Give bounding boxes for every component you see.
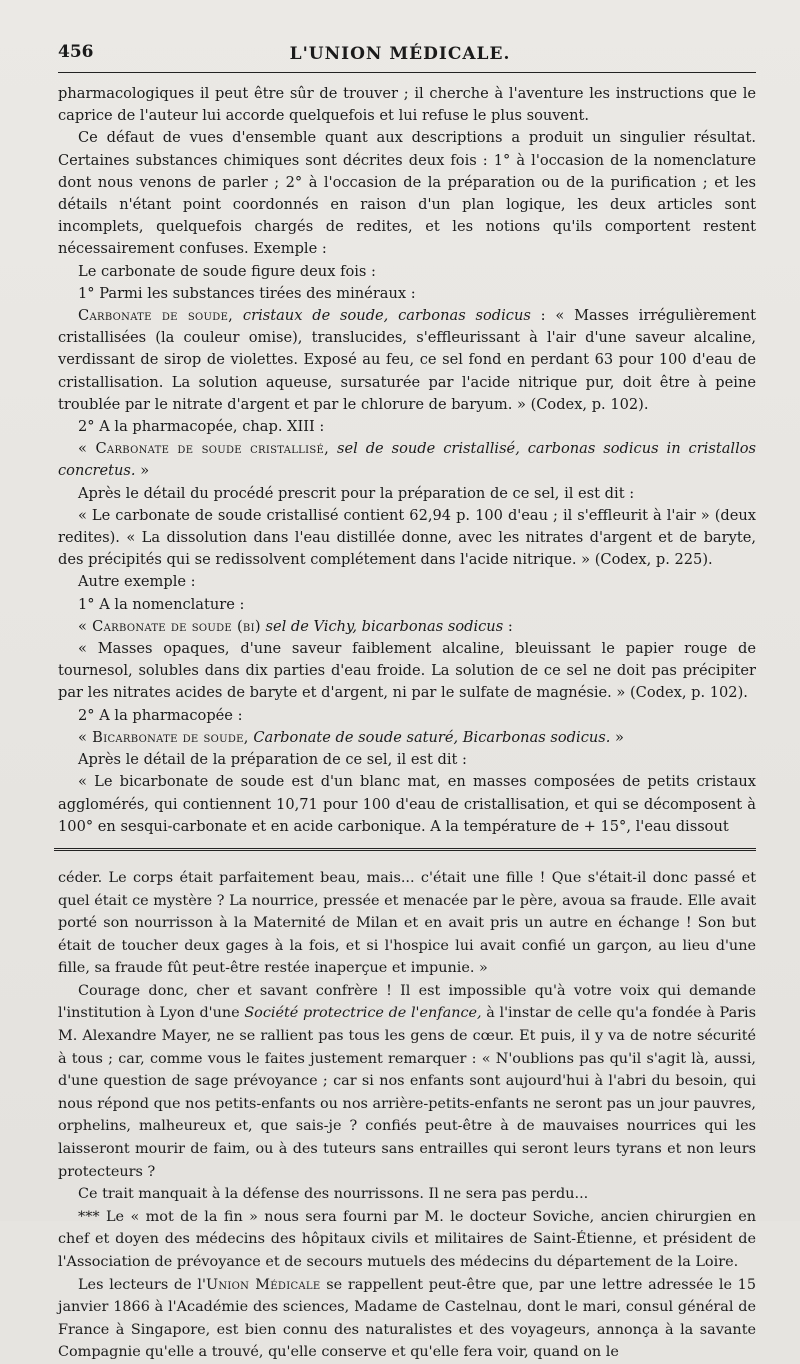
journal-title: L'UNION MÉDICALE.	[289, 44, 511, 64]
paragraph: 1° Parmi les substances tirées des minéraux :	[78, 284, 416, 302]
paragraph: *** Le « mot de la fin » nous sera fourni par M. le docteur Soviche, ancien chirurgien en chef et doyen des médecins des hôpitaux civils et militaires de Saint-Étienne, et président de l'Association de prévoyance et de secours mutuels des médecins du département de la Loire.	[58, 1208, 756, 1270]
term-body: : « Masses irrégulièrement cristallisées (la couleur omise), translucides, s'effleurissant à l'air d'une saveur alcaline, verdissant de sirop de violettes. Exposé au feu, ce sel fond en perdant 63 pour 100 d'eau de cristallisation. La solution aqueuse, sursaturée par l'acide nitrique pur, doit être à peine troublée par le nitrate d'argent et par le chlorure de baryum. » (Codex, p. 102).	[58, 307, 756, 413]
term-body: »	[615, 728, 624, 746]
term-latin: cristaux de soude, carbonas sodicus	[242, 307, 531, 325]
term-latin: sel de Vichy, bicarbonas sodicus	[265, 617, 504, 635]
paragraph: Ce défaut de vues d'ensemble quant aux descriptions a produit un singulier résultat. Certaines substances chimiques sont décrites deux fois : 1° à l'occasion de la nomenclature dont nous venons de parler ; 2° à l'occasion de la préparation ou de la purification ; et les détails n'étant point coordonnés en raison d'un plan logique, les deux articles sont incomplets, quelquefois chargés de redites, et les notions qu'ils comportent restent nécessairement confuses. Exemple :	[58, 129, 756, 258]
paragraph: « Masses opaques, d'une saveur faiblement alcaline, bleuissant le papier rouge de tournesol, solubles dans dix parties d'eau froide. La solution de ce sel ne doit pas précipiter par les nitrates acides de baryte et d'argent, ni par le sulfate de magnésie. » (Codex, p. 102).	[58, 640, 756, 702]
term-body: :	[507, 617, 513, 635]
paragraph	[58, 438, 756, 482]
society-name: Société protectrice de l'enfance,	[244, 1005, 482, 1022]
feuilleton	[58, 867, 756, 1364]
feuilleton-separator	[54, 848, 756, 853]
paragraph: « Le carbonate de soude cristallisé contient 62,94 p. 100 d'eau ; il s'effleurit à l'air » (deux redites). « La dissolution dans l'eau distillée donne, avec les nitrates d'argent et de baryte, des précipités qui se redissolvent complétement dans l'acide nitrique. » (Codex, p. 225).	[58, 506, 756, 569]
paragraph: Autre exemple :	[78, 573, 196, 591]
paragraph: céder. Le corps était parfaitement beau, mais... c'était une fille ! Que s'était-il donc passé et quel était ce mystère ? La nourrice, pressée et menacée par le père, avoua sa fraude. Elle avait porté son nourrisson à la Maternité de Milan et en avait pris un autre en échange ! Son but était de toucher deux gages à la fois, et si l'hospice lui avait confié un garçon, au lieu d'une fille, sa fraude fût peut-être restée inaperçue et impunie. »	[58, 869, 756, 977]
paragraph	[58, 727, 756, 749]
paragraph: Courage donc, cher et savant confrère ! Il est impossible qu'à votre voix qui demande l'institution à Lyon d'une Société protectrice de l'enfance, à l'instar de celle qu'a fondée à Paris M. Alexandre Mayer, ne se rallient pas tous les gens de cœur. Et puis, il y va de notre sécurité à tous ; car, comme vous le faites justement remarquer : « N'oublions pas qu'il s'agit là, aussi, d'une question de sage prévoyance ; car si nos enfants sont aujourd'hui à l'abri du besoin, qui nous répond que nos petits-enfants ou nos arrière-petits-enfants ne seront pas un jour pauvres, orphelins, malheureux et, que sais-je ? confiés peut-être à de mauvaises nourrices qui les laisseront mourir de faim, ou à des tuteurs sans entrailles qui seront leurs tyrans et non leurs protecteurs ?	[58, 982, 757, 1180]
term-body: »	[140, 462, 150, 480]
paragraph: 1° A la nomenclature :	[78, 595, 245, 613]
term-heading: « Bicarbonate de soude,	[78, 728, 249, 746]
paragraph: Les lecteurs de l'Union Médicale se rappellent peut-être que, par une lettre adressée le 15 janvier 1866 à l'Académie des sciences, Madame de Castelnau, dont le mari, consul général de France à Singapore, est bien connu des naturalistes et des voyageurs, annonça à la savante Compagnie qu'elle a trouvé, qu'elle conserve et qu'elle fera voir, quand on le	[58, 1276, 756, 1361]
paragraph: 2° A la pharmacopée, chap. XIII :	[78, 418, 325, 436]
term-heading: « Carbonate de soude cristallisé,	[78, 440, 330, 458]
article-upper	[58, 83, 756, 838]
paragraph	[58, 305, 756, 416]
paragraph: Après le détail du procédé prescrit pour la préparation de ce sel, il est dit :	[78, 484, 635, 502]
term-latin: Carbonate de soude saturé, Bicarbonas sodicus.	[253, 728, 611, 746]
journal-name: Union Médicale	[205, 1276, 321, 1293]
paragraph: Après le détail de la préparation de ce sel, il est dit :	[78, 751, 467, 769]
page-number: 456	[58, 42, 94, 62]
paragraph: « Le bicarbonate de soude est d'un blanc mat, en masses composées de petits cristaux agglomérés, qui contiennent 10,71 pour 100 d'eau de cristallisation, et qui se décomposent à 100° en sesqui-carbonate et en acide carbonique. A la température de + 15°, l'eau dissout	[58, 773, 756, 835]
term-latin: sel de soude cristallisé, carbonas sodicus in cristallos concretus.	[58, 440, 757, 480]
paragraph: Ce trait manquait à la défense des nourrissons. Il ne sera pas perdu...	[78, 1186, 589, 1203]
paragraph: pharmacologiques il peut être sûr de trouver ; il cherche à l'aventure les instructions que le caprice de l'auteur lui accorde quelquefois et lui refuse le plus souvent.	[58, 85, 756, 125]
term-heading: « Carbonate de soude (bi)	[78, 617, 261, 635]
paragraph: 2° A la pharmacopée :	[78, 706, 243, 724]
paragraph	[58, 616, 756, 638]
paragraph: Le carbonate de soude figure deux fois :	[78, 262, 376, 280]
term-heading: Carbonate de soude,	[78, 307, 234, 325]
